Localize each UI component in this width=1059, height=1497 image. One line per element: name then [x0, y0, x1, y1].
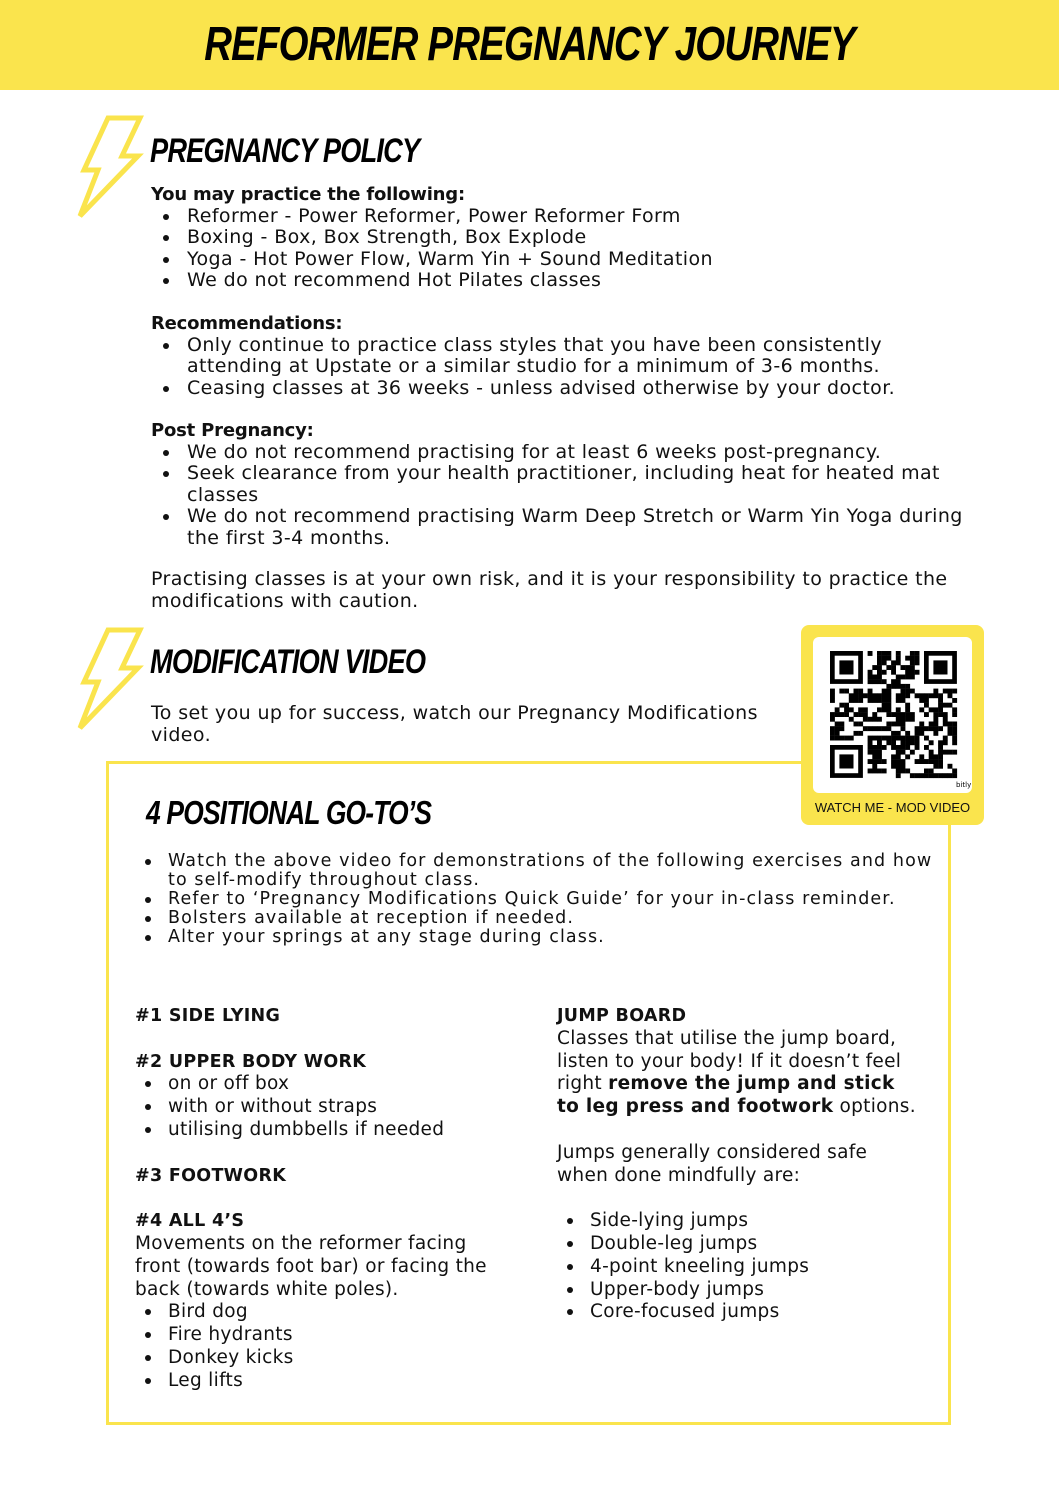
list-item: Bird dog — [135, 1301, 505, 1324]
list-item: Double-leg jumps — [557, 1233, 927, 1256]
risk-note: Practising classes is at your own risk, and it is your responsibility to practice the modifications with caution. — [151, 568, 948, 612]
practice-label: You may practice the following: — [151, 184, 465, 205]
qr-code-image — [813, 637, 972, 793]
qr-card[interactable] — [801, 625, 984, 825]
jump-text-start: Classes that utilise the jump board, listen to your body! If it doesn’t feel right — [557, 1027, 902, 1095]
list-item: 4-point kneeling jumps — [557, 1256, 927, 1279]
list-item: Alter your springs at any stage during class. — [133, 928, 933, 947]
jump-safe-intro: Jumps generally considered safe when done mindfully are: — [557, 1141, 868, 1186]
list-item: with or without straps — [135, 1096, 505, 1119]
list-item: We do not recommend Hot Pilates classes — [151, 270, 951, 292]
list-item: on or off box — [135, 1073, 505, 1096]
list-item: utilising dumbbells if needed — [135, 1119, 505, 1142]
qr-code[interactable] — [813, 637, 972, 793]
list-item: Ceasing classes at 36 weeks - unless advised otherwise by your doctor. — [151, 378, 941, 400]
bitly-logo: bitly — [956, 781, 972, 789]
page-title: REFORMER PREGNANCY JOURNEY — [204, 18, 855, 71]
post-pregnancy-label: Post Pregnancy: — [151, 420, 314, 441]
jump-text-bold: remove the jump and stick to leg press and footwork — [557, 1073, 895, 1118]
video-text: To set you up for success, watch our Pregnancy Modifications video. — [151, 702, 758, 746]
jump-heading: JUMP BOARD — [557, 1006, 687, 1026]
list-item: Leg lifts — [135, 1370, 505, 1393]
post-pregnancy-block — [151, 420, 966, 549]
jump-text-end: options. — [833, 1096, 916, 1118]
position-side-lying: #1 SIDE LYING — [135, 1006, 281, 1026]
list-item: Watch the above video for demonstrations of the following exercises and how to self-modify throughout class. — [133, 852, 933, 890]
list-item: Boxing - Box, Box Strength, Box Explode — [151, 227, 951, 249]
practice-block — [151, 184, 951, 292]
list-item: Reformer - Power Reformer, Power Reformer Form — [151, 206, 951, 228]
recommendations-label: Recommendations: — [151, 313, 343, 334]
position-all-fours: #4 ALL 4’S — [135, 1211, 245, 1232]
position-upper-body: #2 UPPER BODY WORK — [135, 1051, 367, 1072]
all-fours-text: Movements on the reformer facing front (towards foot bar) or facing the back (towards white poles). — [135, 1232, 487, 1300]
jump-column — [557, 1005, 927, 1324]
positions-column — [135, 1005, 505, 1393]
goto-list — [133, 852, 933, 947]
jump-text — [557, 1028, 922, 1119]
list-item: Core-focused jumps — [557, 1301, 927, 1324]
list-item: Upper-body jumps — [557, 1279, 927, 1302]
list-item: Only continue to practice class styles that you have been consistently attending at Upstate or a similar studio for a minimum of 3-6 months. — [151, 335, 941, 378]
qr-caption: WATCH ME - MOD VIDEO — [814, 800, 971, 815]
list-item: Side-lying jumps — [557, 1210, 927, 1233]
title-banner — [0, 0, 1059, 90]
list-item: Seek clearance from your health practitioner, including heat for heated mat classes — [151, 463, 966, 506]
video-heading: MODIFICATION VIDEO — [150, 643, 426, 681]
list-item: We do not recommend practising for at least 6 weeks post-pregnancy. — [151, 442, 966, 464]
list-item: We do not recommend practising Warm Deep Stretch or Warm Yin Yoga during the first 3-4 months. — [151, 506, 966, 549]
list-item: Yoga - Hot Power Flow, Warm Yin + Sound Meditation — [151, 249, 951, 271]
lightning-bolt-icon — [72, 112, 144, 222]
list-item: Donkey kicks — [135, 1347, 505, 1370]
list-item: Refer to ‘Pregnancy Modifications Quick Guide’ for your in-class reminder. — [133, 890, 933, 909]
recommendations-block — [151, 313, 941, 399]
goto-heading: 4 POSITIONAL GO-TO’S — [146, 794, 432, 831]
lightning-bolt-icon — [72, 624, 144, 734]
list-item: Fire hydrants — [135, 1324, 505, 1347]
position-footwork: #3 FOOTWORK — [135, 1165, 287, 1186]
list-item: Bolsters available at reception if needed. — [133, 909, 933, 928]
policy-heading: PREGNANCY POLICY — [150, 132, 420, 170]
